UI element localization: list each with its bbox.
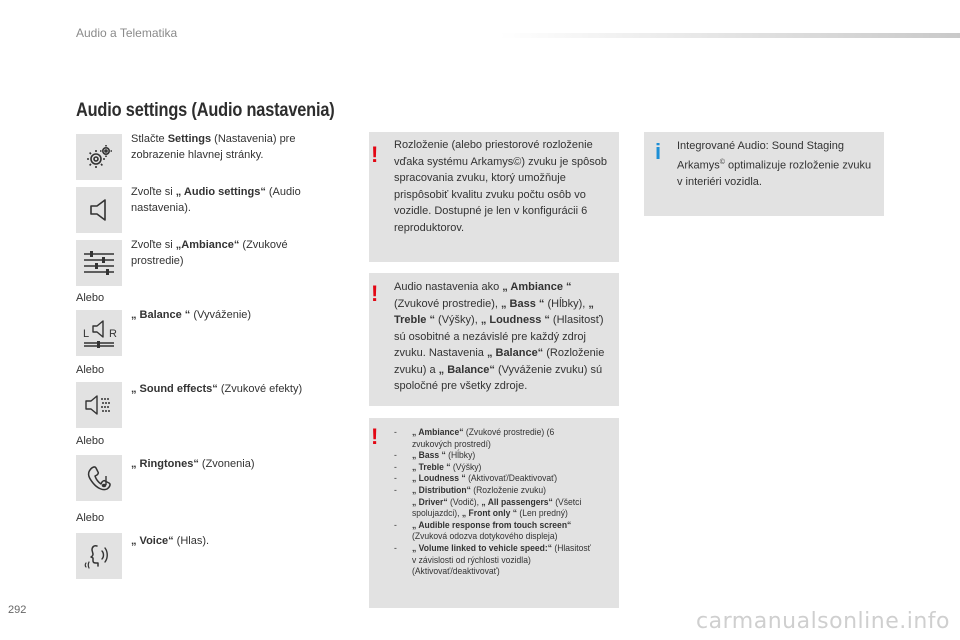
panel-text: (Výšky),	[434, 314, 481, 326]
list-keyword: „ Audible response from touch screen“	[412, 519, 572, 531]
section-header: Audio a Telematika	[76, 26, 178, 40]
alebo-label: Alebo	[76, 435, 105, 447]
list-text: (Výšky)	[450, 461, 482, 473]
list-dash: -	[394, 484, 397, 496]
step-text: Zvoľte si	[131, 186, 176, 198]
panel-text: (Rozloženie zvuku) a	[394, 347, 605, 376]
panel-keyword: „ Loudness “	[480, 314, 550, 326]
panel-text: Integrované Audio: Sound Staging Arkamys	[677, 140, 844, 172]
step-settings	[131, 131, 331, 163]
panel-keyword: „ Balance“	[438, 363, 495, 376]
list-keyword: „ Distribution“	[412, 484, 471, 496]
panel-text: optimalizuje rozloženie zvuku v interiéri vozidla.	[677, 159, 872, 188]
svg-text:R: R	[109, 328, 117, 340]
step-ambiance	[131, 237, 331, 269]
list-item	[394, 520, 594, 543]
panel-keyword: „ Balance“	[486, 347, 544, 359]
warning-icon: !	[371, 281, 379, 306]
balance-lr-icon	[76, 310, 122, 356]
sound-effects-icon	[76, 382, 122, 428]
step-keyword: „ Sound effects“	[131, 383, 218, 395]
speaker-icon	[76, 187, 122, 233]
page-title: Audio settings (Audio nastavenia)	[76, 100, 335, 121]
step-text: Zvoľte si	[131, 239, 176, 251]
list-dash: -	[394, 473, 397, 485]
step-ringtones	[131, 456, 331, 472]
svg-text:L: L	[83, 328, 90, 340]
list-item	[394, 427, 594, 450]
list-keyword: „ Loudness “	[412, 473, 466, 485]
list-text: (Hĺbky)	[445, 450, 476, 462]
step-keyword: „Ambiance“	[175, 239, 240, 251]
list-keyword: „ Driver“	[412, 496, 448, 508]
step-audio-settings	[131, 184, 331, 216]
step-text: (Audio nastavenia).	[131, 186, 301, 214]
step-keyword: Settings	[167, 133, 212, 145]
list-keyword: „ Ambiance“	[412, 427, 464, 438]
header-rule	[500, 33, 960, 38]
panel-audio-sources-text	[394, 279, 616, 395]
settings-gears-icon	[76, 134, 122, 180]
alebo-label: Alebo	[76, 364, 105, 376]
settings-list	[394, 427, 594, 578]
list-dash: -	[394, 542, 397, 554]
step-sound-effects	[131, 381, 331, 397]
step-keyword: „ Audio settings“	[175, 186, 266, 198]
watermark: carmanualsonline.info	[696, 609, 950, 634]
page-number: 292	[8, 604, 27, 616]
panel-text: (Hlasitosť) sú osobitné a nezávislé pre každý zdroj zvuku. Nastavenia	[394, 314, 604, 359]
list-text: (Len predný)	[517, 508, 568, 520]
list-keyword: „ All passengers“	[481, 496, 553, 508]
panel-distribution-text: Rozloženie (alebo priestorové rozloženie vďaka systému Arkamys©) zvuku je spôsob spracovania zvuku, ktorý umožňuje prispôsobiť kvalitu zvuku počtu osôb vo vozidle. Dostupné je len v konfigurácii 6 reproduktorov.	[394, 139, 607, 234]
step-text: (Zvonenia)	[198, 458, 255, 470]
step-keyword: „ Balance “	[131, 309, 191, 321]
equalizer-icon	[76, 240, 122, 286]
panel-keyword: „ Treble “	[394, 297, 594, 326]
step-voice	[131, 533, 331, 549]
list-keyword: „ Treble “	[412, 461, 451, 473]
alebo-label: Alebo	[76, 292, 105, 304]
warning-icon: !	[371, 142, 379, 167]
list-keyword: „ Front only “	[461, 508, 518, 520]
step-text: Stlačte	[131, 133, 168, 145]
list-text: (Vodič),	[447, 496, 482, 508]
step-keyword: „ Voice“	[131, 535, 174, 547]
step-text: (Hlas).	[173, 535, 210, 547]
panel-text: Audio nastavenia ako	[394, 281, 503, 293]
ringtone-phone-icon	[76, 455, 122, 501]
list-item	[394, 485, 594, 520]
list-text: (Zvukové prostredie) (6 zvukových prostredí)	[412, 427, 555, 450]
step-text: (Nastavenia) pre zobrazenie hlavnej stránky.	[131, 133, 296, 161]
step-balance	[131, 307, 331, 323]
panel-text: (Hĺbky),	[544, 297, 589, 310]
list-item	[394, 543, 594, 578]
step-text: (Zvukové prostredie)	[131, 239, 288, 267]
panel-text: (Zvukové prostredie),	[394, 297, 501, 310]
info-icon: i	[655, 139, 662, 164]
list-dash: -	[394, 461, 397, 473]
panel-keyword: „ Bass “	[500, 297, 545, 310]
list-item	[394, 462, 594, 474]
panel-text: (Vyváženie zvuku) sú spoločné pre všetky zdroje.	[394, 363, 603, 392]
list-keyword: „ Bass “	[412, 450, 446, 462]
warning-icon: !	[371, 424, 379, 449]
step-keyword: „ Ringtones“	[131, 458, 199, 470]
panel-keyword: „ Ambiance “	[502, 281, 572, 293]
panel-info-text	[677, 138, 877, 190]
list-dash: -	[394, 450, 397, 462]
list-text: (Všetci spolujazdci),	[412, 496, 582, 520]
list-text: (Zvuková odozva dotykového displeja)	[412, 531, 558, 543]
list-dash: -	[394, 519, 397, 531]
list-text: (Hlasitosť v závislosti od rýchlosti vozidla) (Aktivovať/deaktivovať)	[412, 542, 591, 578]
step-text: (Vyváženie)	[190, 309, 252, 321]
copyright-mark: ©	[719, 158, 725, 166]
alebo-label: Alebo	[76, 512, 105, 524]
list-dash: -	[394, 427, 397, 438]
list-keyword: „ Volume linked to vehicle speed:“	[412, 542, 553, 554]
voice-icon	[76, 533, 122, 579]
step-text: (Zvukové efekty)	[217, 383, 303, 395]
list-item	[394, 450, 594, 462]
list-item	[394, 473, 594, 485]
list-text: (Aktivovať/Deaktivovať)	[465, 473, 558, 485]
list-text: (Rozloženie zvuku)	[470, 484, 546, 496]
